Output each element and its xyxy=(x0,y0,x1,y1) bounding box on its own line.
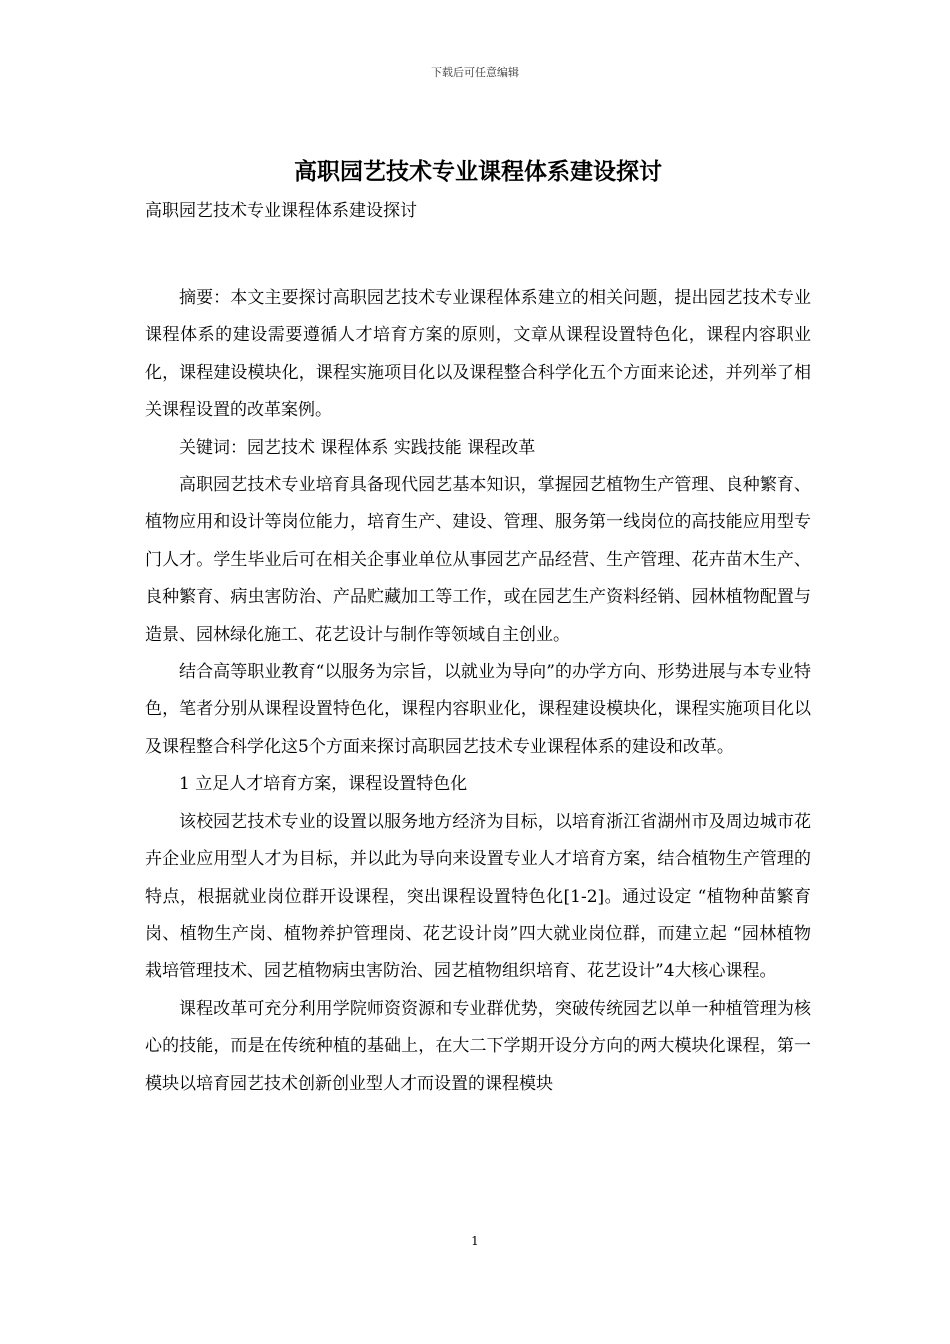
section-heading: 1 立足人才培育方案，课程设置特色化 xyxy=(179,774,468,795)
page-header-note: 下载后可任意编辑 xyxy=(431,66,519,79)
blank-line xyxy=(145,228,811,280)
document-subtitle: 高职园艺技术专业课程体系建设探讨 xyxy=(145,201,417,221)
body-paragraph: 课程改革可充分利用学院师资资源和专业群优势，突破传统园艺以单一种植管理为核心的技能，而是在传统种植的基础上，在大二下学期开设分方向的两大模块化课程，第一模块以培育园艺技术创新创业型人才而设置的课程模块 xyxy=(145,998,811,1094)
body-paragraph: 结合高等职业教育“以服务为宗旨，以就业为导向”的办学方向、形势进展与本专业特色，笔者分别从课程设置特色化，课程内容职业化，课程建设模块化，课程实施项目化以及课程整合科学化这5个方面来探讨高职园艺技术专业课程体系的建设和改革。 xyxy=(145,662,811,757)
document-body xyxy=(145,150,811,1103)
page-number: 1 xyxy=(471,1234,479,1248)
abstract-paragraph: 摘要：本文主要探讨高职园艺技术专业课程体系建立的相关问题，提出园艺技术专业课程体系的建设需要遵循人才培育方案的原则，文章从课程设置特色化，课程内容职业化，课程建设模块化，课程实施项目化以及课程整合科学化五个方面来论述，并列举了相关课程设置的改革案例。 xyxy=(145,288,811,421)
document-title: 高职园艺技术专业课程体系建设探讨 xyxy=(294,158,662,185)
body-paragraph: 高职园艺技术专业培育具备现代园艺基本知识，掌握园艺植物生产管理、良种繁育、植物应用和设计等岗位能力，培育生产、建设、管理、服务第一线岗位的高技能应用型专门人才。学生毕业后可在相关企事业单位从事园艺产品经营、生产管理、花卉苗木生产、良种繁育、病虫害防治、产品贮藏加工等工作，或在园艺生产资料经销、园林植物配置与造景、园林绿化施工、花艺设计与制作等领域自主创业。 xyxy=(145,475,811,645)
body-paragraph: 该校园艺技术专业的设置以服务地方经济为目标，以培育浙江省湖州市及周边城市花卉企业应用型人才为目标，并以此为导向来设置专业人才培育方案，结合植物生产管理的特点，根据就业岗位群开设课程，突出课程设置特色化[1-2]。通过设定 “植物种苗繁育岗、植物生产岗、植物养护管理岗、花艺设计岗”四大就业岗位群，而建立起 “园林植物栽培管理技术、园艺植物病虫害防治、园艺植物组织培育、花艺设计”4大核心课程。 xyxy=(145,811,811,982)
keywords-paragraph: 关键词：园艺技术 课程体系 实践技能 课程改革 xyxy=(179,437,536,458)
